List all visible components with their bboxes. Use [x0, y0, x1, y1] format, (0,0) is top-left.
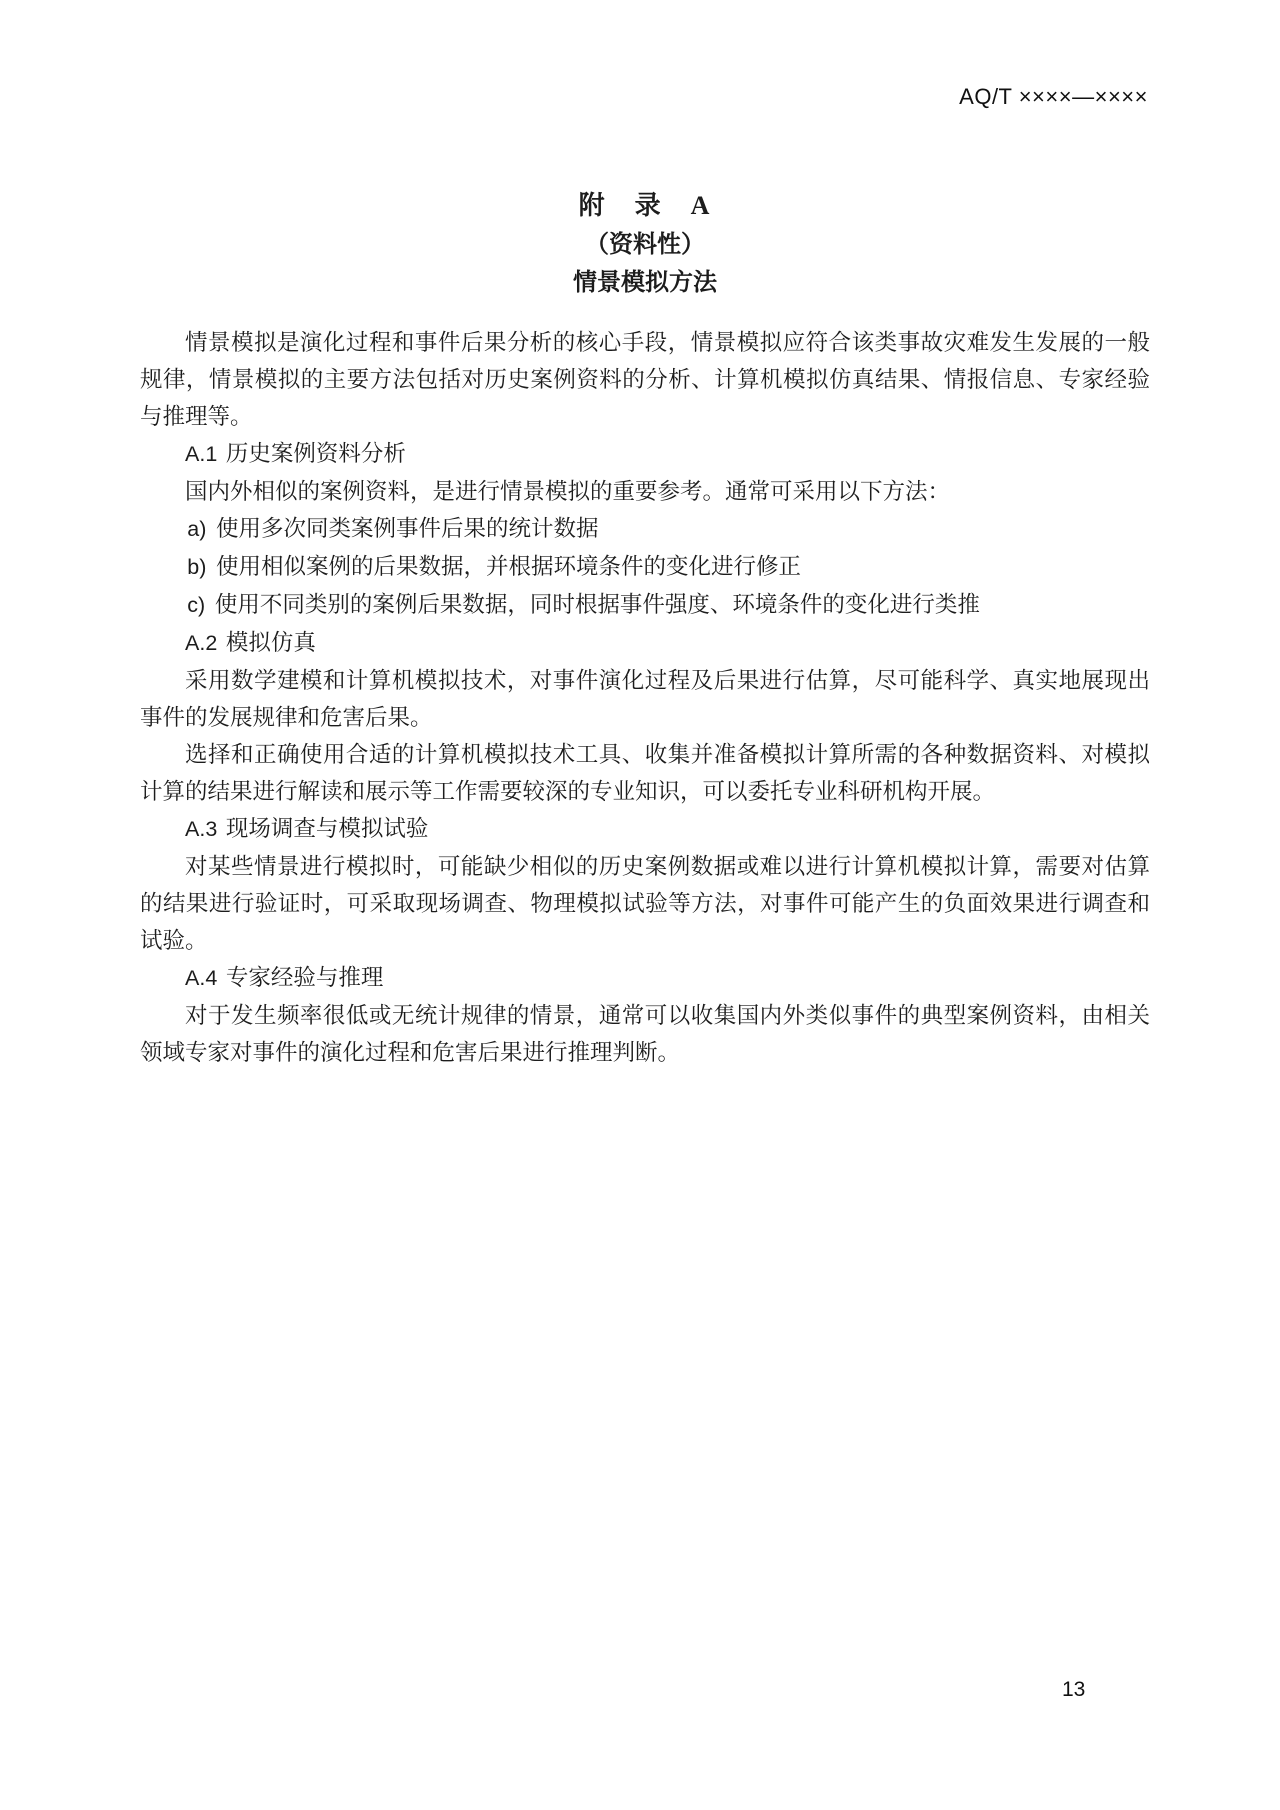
appendix-subtitle-informative: （资料性） — [585, 232, 705, 258]
section-a4-paragraph: 对于发生频率很低或无统计规律的情景，通常可以收集国内外类似事件的典型案例资料，由相关领域专家对事件的演化过程和危害后果进行推理判断。 — [140, 1003, 1150, 1065]
list-item-text: 使用不同类别的案例后果数据，同时根据事件强度、环境条件的变化进行类推 — [214, 592, 980, 617]
section-heading-a3 — [140, 810, 1150, 848]
list-item-a — [140, 510, 1150, 548]
section-title: 专家经验与推理 — [225, 965, 384, 990]
page-number: 13 — [1062, 1678, 1086, 1701]
section-title: 历史案例资料分析 — [225, 441, 406, 466]
section-title: 现场调查与模拟试验 — [225, 816, 429, 841]
section-number: A.1 — [185, 442, 218, 466]
page-content — [140, 186, 1150, 1071]
section-a1-paragraph: 国内外相似的案例资料，是进行情景模拟的重要参考。通常可采用以下方法： — [185, 479, 951, 504]
section-a3-paragraph: 对某些情景进行模拟时，可能缺少相似的历史案例数据或难以进行计算机模拟计算，需要对估算的结果进行验证时，可采取现场调查、物理模拟试验等方法，对事件可能产生的负面效果进行调查和试验。 — [140, 854, 1150, 953]
list-item-text: 使用相似案例的后果数据，并根据环境条件的变化进行修正 — [216, 554, 802, 579]
section-number: A.3 — [185, 817, 218, 841]
list-marker: a) — [187, 517, 207, 541]
standard-code: AQ/T ××××—×××× — [959, 84, 1148, 109]
section-a2-paragraph-1: 采用数学建模和计算机模拟技术，对事件演化过程及后果进行估算，尽可能科学、真实地展现出事件的发展规律和危害后果。 — [140, 668, 1150, 730]
list-item-c — [140, 586, 1150, 624]
list-marker: c) — [187, 593, 206, 617]
section-title: 模拟仿真 — [225, 630, 316, 655]
intro-paragraph: 情景模拟是演化过程和事件后果分析的核心手段，情景模拟应符合该类事故灾难发生发展的一般规律，情景模拟的主要方法包括对历史案例资料的分析、计算机模拟仿真结果、情报信息、专家经验与推理等。 — [140, 330, 1150, 429]
appendix-title: 附 录 A — [578, 191, 712, 220]
appendix-title-block — [140, 186, 1150, 302]
section-a2-paragraph-2: 选择和正确使用合适的计算机模拟技术工具、收集并准备模拟计算所需的各种数据资料、对模拟计算的结果进行解读和展示等工作需要较深的专业知识，可以委托专业科研机构开展。 — [140, 742, 1150, 804]
list-item-text: 使用多次同类案例事件后果的统计数据 — [216, 516, 599, 541]
section-heading-a4 — [140, 959, 1150, 997]
list-marker: b) — [187, 555, 207, 579]
section-number: A.2 — [185, 631, 218, 655]
section-heading-a2 — [140, 624, 1150, 662]
list-item-b — [140, 548, 1150, 586]
appendix-subject-title: 情景模拟方法 — [573, 270, 717, 296]
section-number: A.4 — [185, 966, 218, 990]
section-heading-a1 — [140, 435, 1150, 473]
